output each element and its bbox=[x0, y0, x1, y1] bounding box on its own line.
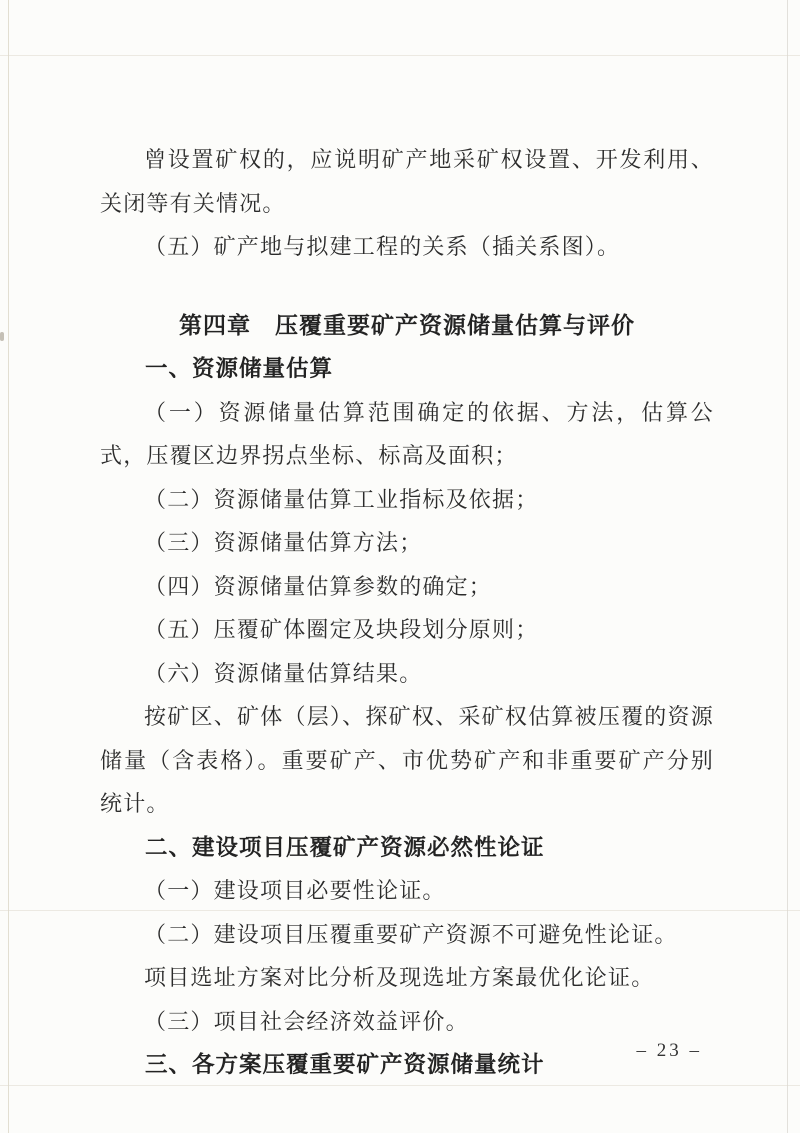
paragraph: 按矿区、矿体（层）、探矿权、采矿权估算被压覆的资源储量（含表格）。重要矿产、市优势矿产和非重要矿产分别统计。 bbox=[100, 704, 714, 816]
paragraph: （一）建设项目必要性论证。 bbox=[144, 878, 446, 903]
scan-artifact-right-edge bbox=[787, 0, 788, 1133]
paragraph: （五）矿产地与拟建工程的关系（插关系图）。 bbox=[144, 234, 621, 259]
paragraph: （二）建设项目压覆重要矿产资源不可避免性论证。 bbox=[144, 921, 678, 947]
paragraph: （五）压覆矿体圈定及块段划分原则； bbox=[144, 617, 539, 642]
section-heading: 二、建设项目压覆矿产资源必然性论证 bbox=[145, 834, 545, 860]
paragraph: （三）资源储量估算方法； bbox=[144, 530, 423, 555]
paragraph: 曾设置矿权的，应说明矿产地采矿权设置、开发利用、关闭等有关情况。 bbox=[100, 147, 714, 216]
document-text-block bbox=[100, 138, 714, 1087]
paragraph: （三）项目社会经济效益评价。 bbox=[144, 1008, 469, 1034]
chapter-heading: 第四章 压覆重要矿产资源储量估算与评价 bbox=[179, 311, 635, 338]
scan-artifact-line bbox=[0, 55, 800, 56]
paragraph: （一）资源储量估算范围确定的依据、方法，估算公式，压覆区边界拐点坐标、标高及面积； bbox=[100, 399, 714, 468]
scan-speck bbox=[0, 332, 4, 341]
paragraph: （六）资源储量估算结果。 bbox=[144, 660, 423, 686]
page-number: – 23 – bbox=[636, 1040, 702, 1061]
paragraph: 项目选址方案对比分析及现选址方案最优化论证。 bbox=[144, 965, 655, 990]
paragraph: （二）资源储量估算工业指标及依据； bbox=[144, 486, 539, 512]
paragraph: （四）资源储量估算参数的确定； bbox=[144, 573, 493, 599]
section-heading: 一、资源储量估算 bbox=[145, 356, 334, 381]
section-heading: 三、各方案压覆重要矿产资源储量统计 bbox=[145, 1052, 545, 1077]
scan-artifact-left-edge bbox=[8, 0, 9, 1133]
